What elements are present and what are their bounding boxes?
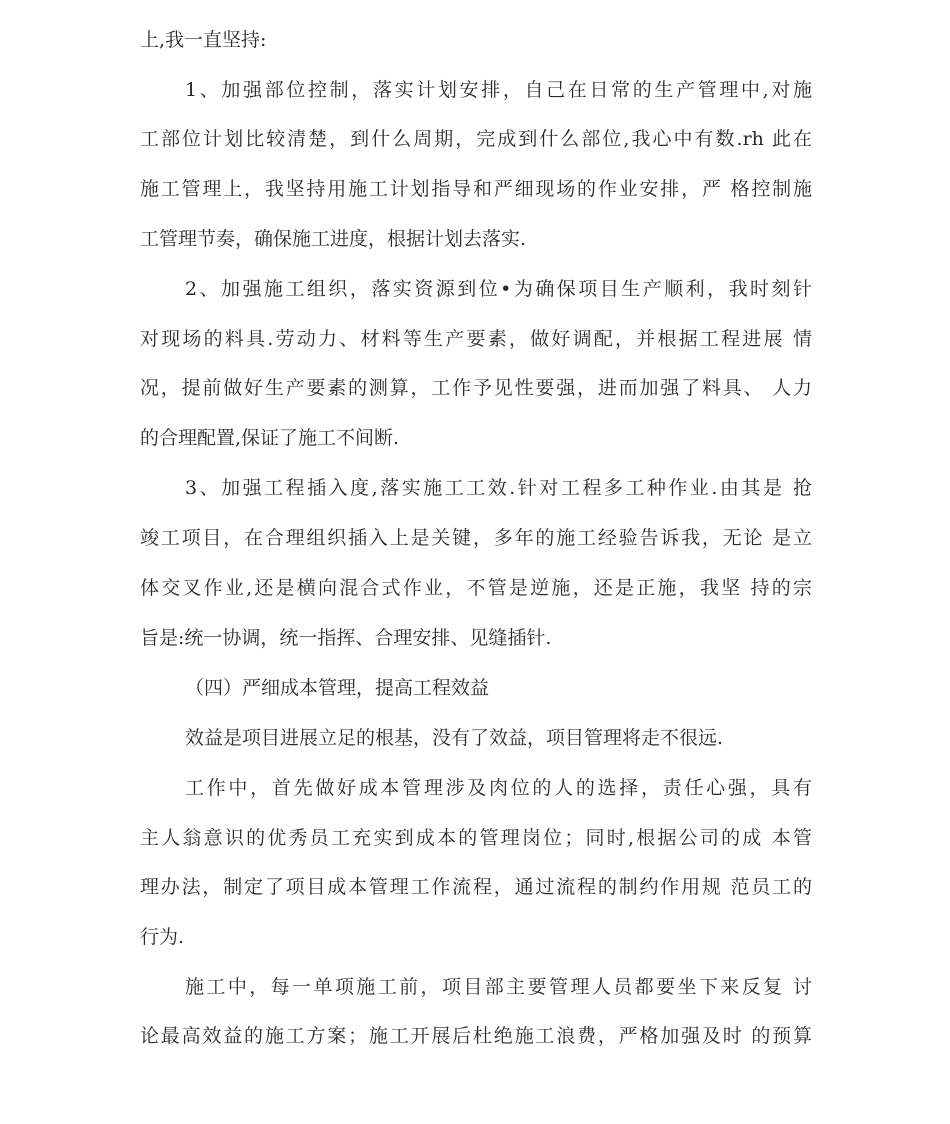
text-line: 旨是:统一协调，统一指挥、合理安排、见缝插针. — [140, 627, 552, 649]
paragraph-text: 施工中，每一单项施工前，项目部主要管理人员都要坐下来反复 讨 — [185, 976, 812, 998]
list-item-2-text: 2、加强施工组织，落实资源到位•为确保项目生产顺利，我时刻针 — [185, 278, 812, 300]
text-line: 况，提前做好生产要素的测算，工作予见性要强，进而加强了料具、 人力 — [140, 377, 812, 399]
section-heading: （四）严细成本管理，提高工程效益 — [185, 677, 490, 699]
list-item-1-text: 1、加强部位控制，落实计划安排，自己在日常的生产管理中,对施 — [185, 79, 812, 101]
text-line: 行为. — [140, 926, 185, 948]
text-line: 施工管理上，我坚持用施工计划指导和严细现场的作业安排，严 格控制施 — [140, 178, 812, 200]
text-line: 的合理配置,保证了施工不间断. — [140, 427, 400, 449]
paragraph-text: 效益是项目进展立足的根基，没有了效益，项目管理将走不很远. — [185, 727, 724, 749]
text-line: 理办法，制定了项目成本管理工作流程，通过流程的制约作用规 范员工的 — [140, 876, 812, 898]
text-line: 上,我一直坚持: — [140, 29, 267, 51]
text-line: 工管理节奏，确保施工进度，根据计划去落实. — [140, 228, 527, 250]
list-item-3-text: 3、加强工程插入度,落实施工工效.针对工程多工种作业.由其是 抢 — [185, 477, 812, 499]
text-line: 竣工项目，在合理组织插入上是关键，多年的施工经验告诉我，无论 是立 — [140, 527, 812, 549]
text-line: 对现场的料具.劳动力、材料等生产要素，做好调配，并根据工程进展 情 — [140, 328, 812, 350]
text-line: 论最高效益的施工方案；施工开展后杜绝施工浪费，严格加强及时 的预算 — [140, 1025, 812, 1047]
paragraph-text: 工作中，首先做好成本管理涉及肉位的人的选择，责任心强，具有 — [185, 777, 812, 799]
text-line: 工部位计划比较清楚，到什么周期，完成到什么部位,我心中有数.rh 此在 — [140, 128, 812, 150]
text-line: 体交叉作业,还是横向混合式作业，不管是逆施，还是正施，我坚 持的宗 — [140, 577, 812, 599]
text-line: 主人翁意识的优秀员工充实到成本的管理岗位；同时,根据公司的成 本管 — [140, 827, 812, 849]
